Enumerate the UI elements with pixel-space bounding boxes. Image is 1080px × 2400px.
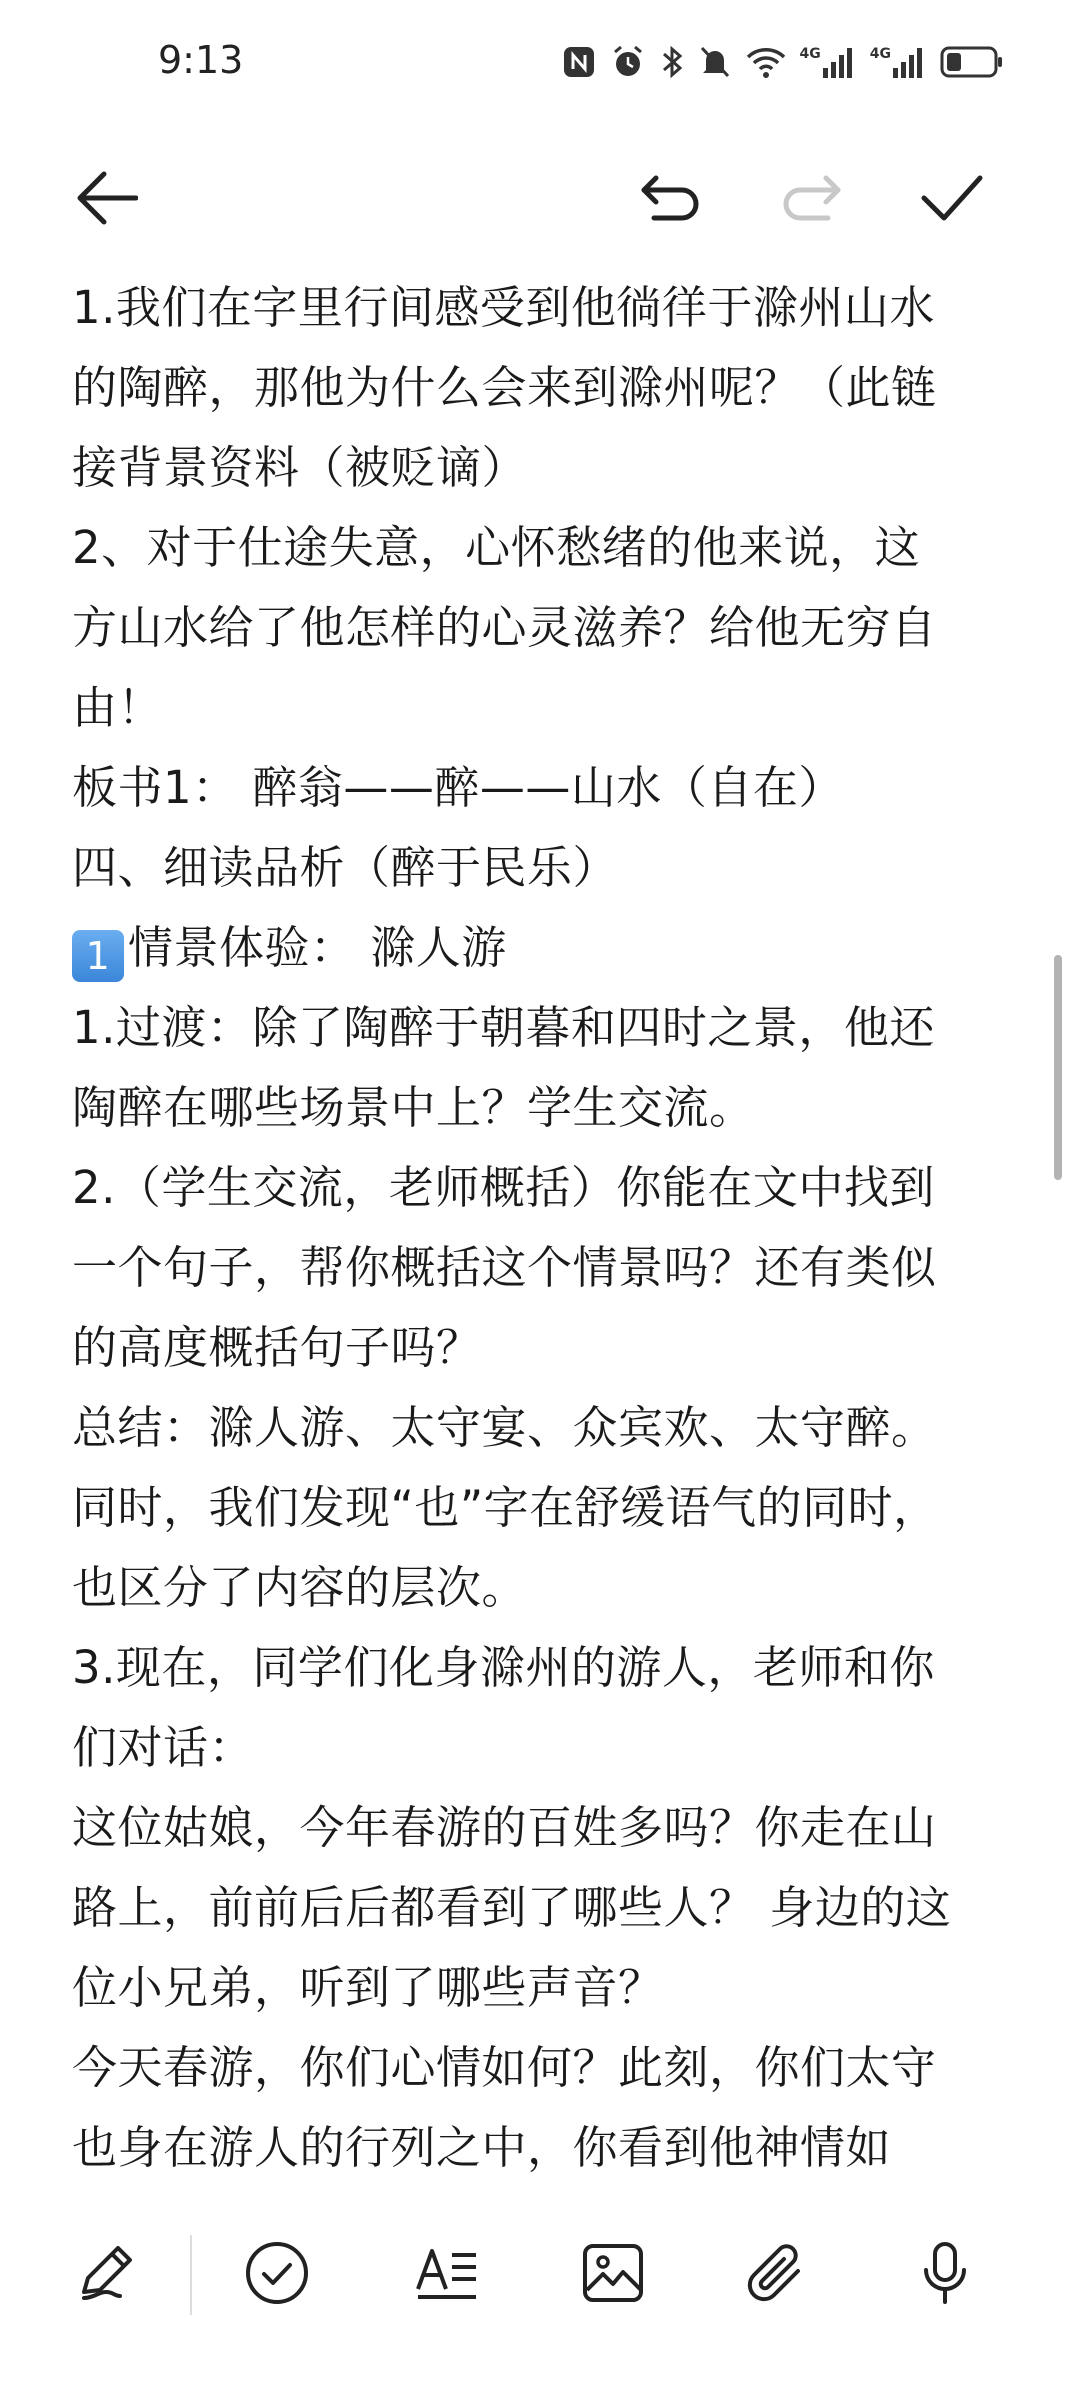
text-line: 的高度概括句子吗？ [72, 1321, 482, 1374]
check-icon [920, 172, 984, 228]
text-line: 也身在游人的行列之中，你看到他神情如 [72, 2121, 892, 2174]
pen-icon [76, 2242, 138, 2308]
attachment-icon [746, 2241, 808, 2309]
text-line: 总结：滁人游、太守宴、众宾欢、太守醉。 [72, 1401, 937, 1454]
text-line: 的陶醉，那他为什么会来到滁州呢？（此链 [72, 361, 937, 414]
done-button[interactable] [902, 150, 1002, 250]
cellular-signal-1-icon [800, 46, 856, 78]
text-line-content: 情景体验： 滁人游 [128, 921, 507, 974]
checklist-button[interactable] [222, 2220, 332, 2330]
text-line: 也区分了内容的层次。 [72, 1561, 528, 1614]
editor-toolbar [0, 150, 1080, 250]
text-line: 们对话： [72, 1721, 255, 1774]
bluetooth-icon [660, 44, 684, 80]
text-line: 一个句子，帮你概括这个情景吗？还有类似 [72, 1241, 937, 1294]
undo-icon [638, 172, 702, 228]
text-line: 3.现在，同学们化身滁州的游人，老师和你 [72, 1641, 935, 1694]
attachment-button[interactable] [722, 2220, 832, 2330]
text-format-icon [414, 2243, 480, 2307]
checklist-icon [244, 2240, 310, 2310]
text-line: 1.我们在字里行间感受到他徜徉于滁州山水 [72, 281, 935, 334]
status-icons [562, 44, 1004, 80]
mute-icon [698, 44, 732, 80]
image-icon [581, 2242, 645, 2308]
voice-input-button[interactable] [890, 2220, 1000, 2330]
text-line: 板书1： 醉翁——醉——山水（自在） [72, 761, 844, 814]
cellular-signal-2-icon [870, 46, 926, 78]
text-line: 陶醉在哪些场景中上？学生交流。 [72, 1081, 755, 1134]
text-line: 2.（学生交流，老师概括）你能在文中找到 [72, 1161, 935, 1214]
battery-icon [940, 45, 1004, 79]
text-line: 同时，我们发现“也”字在舒缓语气的同时， [72, 1481, 939, 1534]
redo-icon [780, 172, 844, 228]
text-line: 位小兄弟，听到了哪些声音？ [72, 1961, 664, 2014]
text-line: 由！ [72, 681, 164, 734]
keycap-one-icon: 1 [72, 930, 124, 982]
arrow-left-icon [74, 170, 138, 230]
text-line: 方山水给了他怎样的心灵滋养？给他无穷自 [72, 601, 937, 654]
insert-image-button[interactable] [558, 2220, 668, 2330]
status-bar [0, 0, 1080, 130]
redo-button[interactable] [762, 150, 862, 250]
undo-button[interactable] [620, 150, 720, 250]
back-button[interactable] [56, 150, 156, 250]
wifi-icon [746, 45, 786, 79]
handwriting-button[interactable] [52, 2220, 162, 2330]
text-line-keycap [72, 908, 1008, 988]
network-type-label: 4G [869, 46, 891, 62]
microphone-icon [920, 2240, 970, 2310]
text-line: 今天春游，你们心情如何？此刻，你们太守 [72, 2041, 937, 2094]
toolbar-divider [190, 2235, 192, 2315]
network-type-label: 4G [799, 46, 821, 62]
text-line: 路上，前前后后都看到了哪些人？ 身边的这 [72, 1881, 952, 1934]
text-line: 接背景资料（被贬谪） [72, 441, 528, 494]
note-content[interactable] [72, 268, 1008, 2198]
text-line: 四、细读品析（醉于民乐） [72, 841, 619, 894]
text-format-button[interactable] [392, 2220, 502, 2330]
scrollbar-thumb[interactable] [1054, 955, 1062, 1180]
text-line: 这位姑娘，今年春游的百姓多吗？你走在山 [72, 1801, 937, 1854]
status-time: 9:13 [158, 38, 244, 82]
nfc-icon [562, 45, 596, 79]
bottom-toolbar [0, 2210, 1080, 2350]
text-line: 1.过渡：除了陶醉于朝暮和四时之景，他还 [72, 1001, 935, 1054]
alarm-icon [610, 44, 646, 80]
text-line: 2、对于仕途失意，心怀愁绪的他来说，这 [72, 521, 921, 574]
